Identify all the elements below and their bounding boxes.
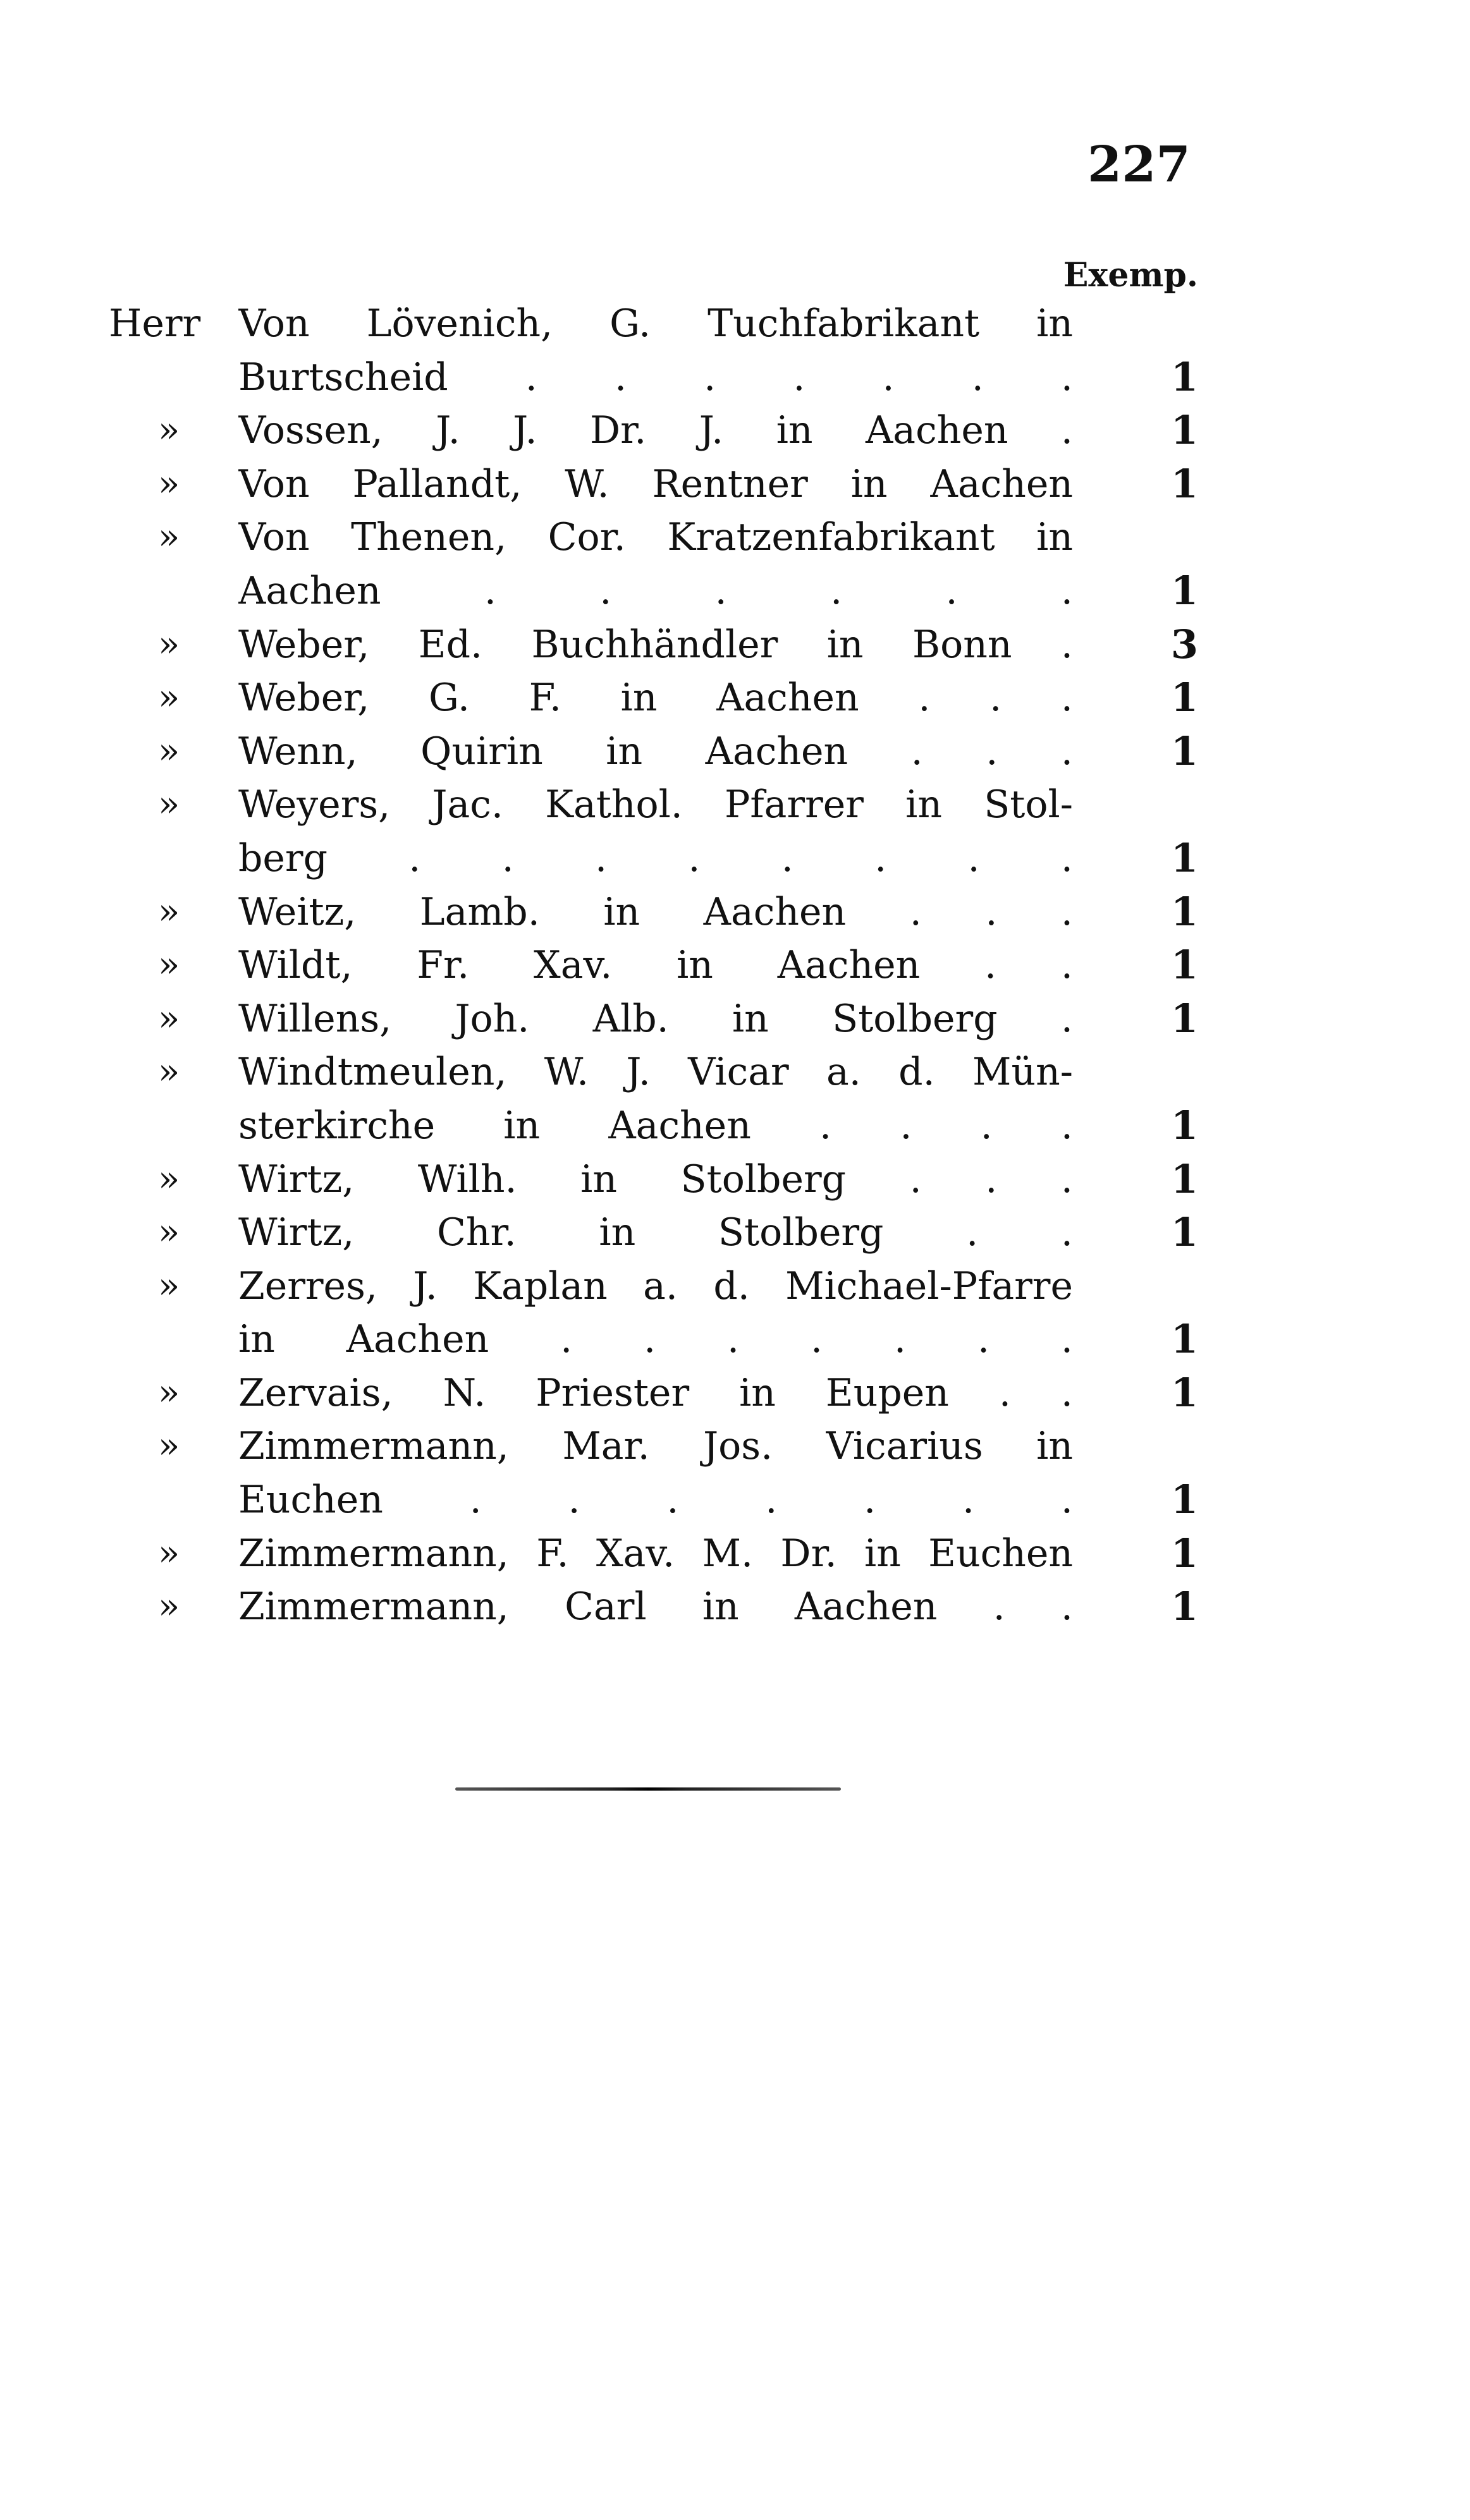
entry-marker: » [158,784,180,825]
entry-text: Von Pallandt, W. Rentner in Aachen [238,461,1073,506]
list-item [0,458,1470,511]
list-item [0,1420,1470,1526]
copy-count: 1 [1170,1102,1198,1148]
closing-rule [455,1787,841,1791]
entry-text: sterkirche in Aachen . . . . [238,1103,1073,1148]
entry-line [0,725,1470,779]
entry-text: Wenn, Quirin in Aachen . . . [238,729,1073,774]
copy-count: 1 [1170,567,1198,614]
entry-line [0,1206,1470,1260]
entry-line [0,618,1470,672]
copy-count: 1 [1170,407,1198,454]
entry-marker: » [158,944,180,986]
entry-text: in Aachen . . . . . . . [238,1317,1073,1362]
entry-line [0,1580,1470,1634]
copy-count: 1 [1170,460,1198,507]
copy-count: 1 [1170,1583,1198,1630]
entry-text: Euchen . . . . . . . [238,1478,1073,1523]
entry-marker: » [158,1586,180,1628]
column-header-copies: Exemp. [1063,256,1198,295]
entry-marker: » [158,463,180,504]
copy-count: 1 [1170,1369,1198,1416]
entry-line [0,1473,1470,1527]
entry-line [0,564,1470,618]
list-item [0,939,1470,992]
entry-line [0,351,1470,405]
entry-line [0,1527,1470,1581]
entry-marker: Herr [109,301,201,346]
entry-text: Zimmermann, Carl in Aachen . . [238,1585,1073,1629]
entry-marker: » [158,891,180,932]
entry-text: Weber, Ed. Buchhändler in Bonn . [238,622,1073,667]
entry-marker: » [158,1425,180,1467]
copy-count: 1 [1170,995,1198,1042]
entry-marker: » [158,1372,180,1413]
entry-line [0,832,1470,886]
list-item [0,886,1470,939]
entry-text: Vossen, J. J. Dr. J. in Aachen . [238,408,1073,453]
entry-line [0,1313,1470,1367]
entry-text: Wirtz, Chr. in Stolberg . . [238,1210,1073,1255]
entry-marker: » [158,1051,180,1093]
entry-text: Weyers, Jac. Kathol. Pfarrer in Stol- [238,782,1073,827]
list-item [0,725,1470,779]
entry-text: Burtscheid . . . . . . . [238,355,1073,399]
entry-text: Willens, Joh. Alb. in Stolberg . [238,996,1073,1041]
entry-marker: » [158,623,180,665]
entry-line [0,458,1470,511]
entry-line [0,1260,1470,1313]
list-item [0,1527,1470,1581]
copy-count: 1 [1170,942,1198,989]
list-item [0,511,1470,618]
entry-text: Weber, G. F. in Aachen . . . [238,676,1073,721]
entry-text: Zervais, N. Priester in Eupen . . [238,1370,1073,1415]
entry-text: berg . . . . . . . . [238,836,1073,880]
entry-text: Aachen . . . . . . [238,568,1073,613]
entry-text: Von Thenen, Cor. Kratzenfabrikant in [238,515,1073,560]
list-item [0,778,1470,885]
entry-marker: » [158,1158,180,1200]
entry-marker: » [158,1265,180,1306]
copy-count: 1 [1170,1316,1198,1363]
entry-line [0,404,1470,458]
copy-count: 1 [1170,1530,1198,1576]
entry-line [0,671,1470,725]
copy-count: 1 [1170,1155,1198,1202]
entry-line [0,778,1470,832]
entry-line [0,511,1470,564]
list-item [0,1153,1470,1207]
entry-marker: » [158,677,180,719]
entry-text: Wildt, Fr. Xav. in Aachen . . [238,943,1073,988]
entry-text: Zerres, J. Kaplan a. d. Michael-Pfarre [238,1263,1073,1308]
copy-count: 3 [1170,621,1198,667]
list-item [0,1580,1470,1634]
entry-text: Zimmermann, Mar. Jos. Vicarius in [238,1424,1073,1469]
list-item [0,1045,1470,1152]
entry-text: Von Lövenich, G. Tuchfabrikant in [238,301,1073,346]
list-item [0,618,1470,672]
entry-line [0,886,1470,939]
list-item [0,671,1470,725]
entry-marker: » [158,516,180,558]
list-item [0,1260,1470,1367]
entry-line [0,939,1470,992]
page-number: 227 [1087,136,1191,193]
entry-text: Weitz, Lamb. in Aachen . . . [238,889,1073,934]
entry-line [0,297,1470,351]
subscriber-list [0,297,1470,1634]
copy-count: 1 [1170,888,1198,935]
entry-line [0,1153,1470,1207]
entry-marker: » [158,1532,180,1574]
list-item [0,1367,1470,1420]
list-item [0,992,1470,1046]
entry-line [0,992,1470,1046]
copy-count: 1 [1170,1476,1198,1523]
copy-count: 1 [1170,834,1198,881]
entry-text: Wirtz, Wilh. in Stolberg . . . [238,1157,1073,1202]
entry-line [0,1045,1470,1099]
list-item [0,297,1470,404]
copy-count: 1 [1170,674,1198,721]
entry-marker: » [158,1212,180,1253]
entry-line [0,1367,1470,1420]
entry-text: Windtmeulen, W. J. Vicar a. d. Mün- [238,1050,1073,1095]
entry-marker: » [158,730,180,772]
entry-marker: » [158,997,180,1039]
entry-marker: » [158,410,180,451]
copy-count: 1 [1170,353,1198,400]
copy-count: 1 [1170,727,1198,774]
entry-line [0,1099,1470,1153]
list-item [0,1206,1470,1260]
list-item [0,404,1470,458]
copy-count: 1 [1170,1209,1198,1256]
entry-line [0,1420,1470,1473]
entry-text: Zimmermann, F. Xav. M. Dr. in Euchen [238,1531,1073,1576]
